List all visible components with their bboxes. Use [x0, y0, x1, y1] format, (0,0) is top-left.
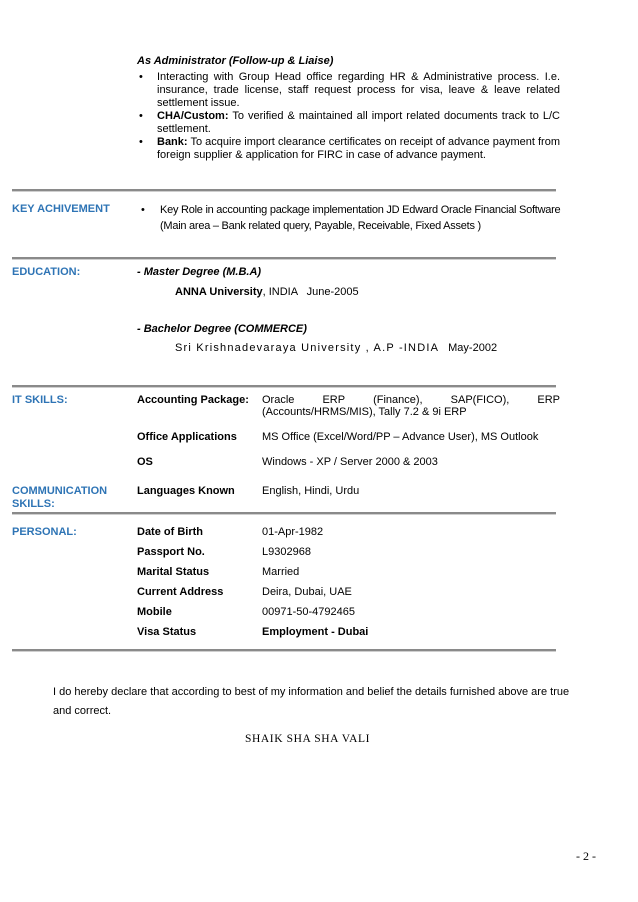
personal-value: Deira, Dubai, UAE	[262, 586, 352, 598]
languages-value: English, Hindi, Urdu	[262, 485, 360, 497]
achievement-line-2: (Main area – Bank related query, Payable, Receivable, Fixed Assets )	[160, 220, 481, 232]
office-applications-value: MS Office (Excel/Word/PP – Advance User), MS Outlook	[262, 431, 539, 443]
achievement-line-1: Key Role in accounting package implementation JD Edward Oracle Financial Software	[160, 204, 561, 216]
bullet-text: Interacting with Group Head office regarding HR & Administrative process. I.e. insurance, trade license, staff request process for visa, leave & leave related settlement issue.	[157, 71, 560, 109]
list-item: • CHA/Custom: To verified & maintained all import related documents track to L/C settlement.	[139, 110, 560, 135]
os-value: Windows - XP / Server 2000 & 2003	[262, 456, 438, 468]
education-label: EDUCATION:	[12, 266, 81, 278]
key-achievement-label: KEY ACHIVEMENT	[12, 203, 110, 215]
personal-key: Mobile	[137, 606, 172, 618]
value-word: SAP(FICO),	[450, 394, 510, 406]
bullet-text: To acquire import clearance certificates on receipt of advance payment from foreign supplier & application for FIRC in case of advance payment.	[157, 136, 560, 161]
personal-value: L9302968	[262, 546, 311, 558]
personal-key: Date of Birth	[137, 526, 203, 538]
personal-value: Employment - Dubai	[262, 626, 369, 638]
value-word: ERP	[322, 394, 346, 406]
section-divider	[12, 189, 556, 192]
bullet-lead: Bank:	[157, 136, 188, 148]
list-item: • Interacting with Group Head office regarding HR & Administrative process. I.e. insurance, trade license, staff request process for visa, leave & leave related settlement issue.	[139, 71, 560, 109]
admin-bullet-list	[137, 71, 560, 162]
os-key: OS	[137, 456, 153, 468]
section-divider	[12, 385, 556, 388]
university-2	[175, 342, 497, 355]
bullet-dot: •	[141, 204, 145, 216]
section-divider	[12, 257, 556, 260]
accounting-package-value-line-2: (Accounts/HRMS/MIS), Tally 7.2 & 9i ERP	[262, 406, 467, 418]
communication-label	[12, 485, 107, 511]
university-2-date: May-2002	[448, 342, 498, 354]
accounting-package-key: Accounting Package:	[137, 394, 249, 406]
it-skills-label: IT SKILLS:	[12, 394, 68, 406]
degree-1: - Master Degree (M.B.A)	[137, 266, 262, 278]
personal-key: Visa Status	[137, 626, 197, 638]
list-item: • Bank: To acquire import clearance certificates on receipt of advance payment from foreign supplier & application for FIRC in case of advance payment.	[139, 136, 560, 161]
page-number: - 2 -	[576, 849, 596, 863]
communication-label-line-2: SKILLS:	[12, 498, 55, 510]
university-1	[175, 286, 359, 299]
communication-label-line-1: COMMUNICATION	[12, 485, 108, 497]
personal-value: 00971-50-4792465	[262, 606, 355, 618]
value-word: Oracle	[262, 394, 295, 406]
section-divider	[12, 649, 556, 652]
bullet-lead: CHA/Custom:	[157, 110, 229, 122]
value-word: (Finance),	[373, 394, 423, 406]
admin-heading: As Administrator (Follow-up & Liaise)	[137, 55, 334, 67]
bullet-text: To verified & maintained all import related documents track to L/C settlement.	[157, 110, 560, 135]
languages-key: Languages Known	[137, 485, 235, 497]
university-1-details: , INDIA June-2005	[262, 286, 359, 298]
personal-key: Marital Status	[137, 566, 210, 578]
signature-name: SHAIK SHA SHA VALI	[245, 733, 371, 745]
value-word: ERP	[537, 394, 560, 406]
personal-key: Passport No.	[137, 546, 205, 558]
personal-value: 01-Apr-1982	[262, 526, 324, 538]
declaration-text: I do hereby declare that according to best of my information and belief the details furnished above are true and correct.	[53, 686, 570, 717]
university-1-name: ANNA University	[175, 286, 263, 298]
university-2-name: Sri Krishnadevaraya University , A.P -INDIA	[175, 342, 440, 354]
personal-label: PERSONAL:	[12, 526, 77, 538]
personal-value: Married	[262, 566, 300, 578]
section-divider	[12, 512, 556, 515]
personal-key: Current Address	[137, 586, 224, 598]
degree-2: - Bachelor Degree (COMMERCE)	[137, 323, 307, 335]
office-applications-key: Office Applications	[137, 431, 237, 443]
